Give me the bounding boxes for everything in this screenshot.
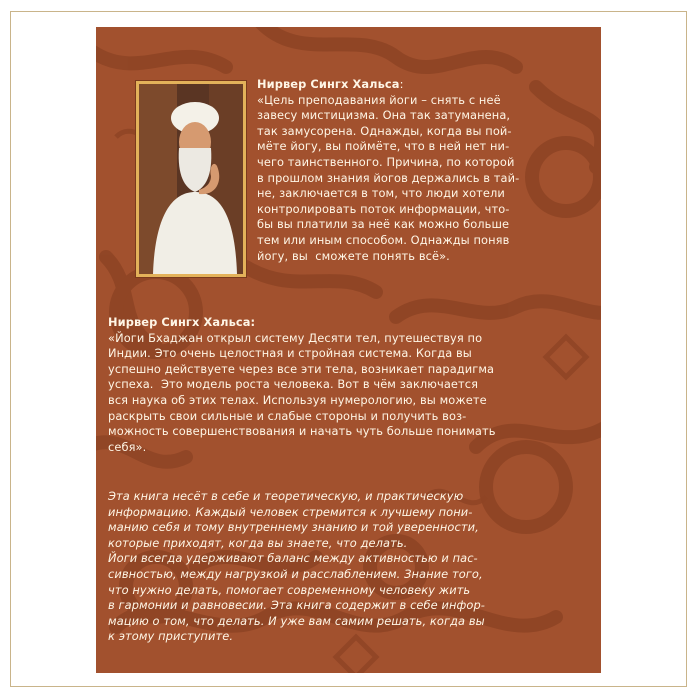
quote-1-author: Нирвер Сингх Хальса — [257, 77, 400, 91]
quote-1-author-suffix: : — [399, 77, 404, 91]
quote-2-line: успеха. Это модель роста человека. Вот в чём заключается — [108, 377, 479, 392]
quote-1-line: бы вы платили за неё как можно больше — [257, 217, 510, 232]
quote-1-line: так замусорена. Однажды, когда вы пой- — [257, 123, 512, 138]
quote-1-line: контролировать поток информации, что- — [257, 201, 510, 216]
quote-2-line: себя». — [108, 439, 147, 454]
quote-1-line: мёте йогу, вы поймёте, что в ней нет ни- — [257, 139, 510, 154]
quote-2-line: вся наука об этих телах. Используя нумерологию, вы можете — [108, 392, 487, 407]
quote-block-1 — [257, 77, 582, 264]
quote-1-line: йогу, вы сможете понять всё». — [257, 248, 450, 263]
quote-1-line: завесу мистицизма. Она так затуманена, — [257, 108, 511, 123]
quote-2-author: Нирвер Сингх Хальса: — [108, 315, 256, 329]
quote-2-line: Индии. Это очень целостная и стройная система. Когда вы — [108, 346, 472, 361]
description-line: в гармонии и равновесии. Эта книга содержит в себе инфор- — [108, 598, 485, 613]
quote-1-line: чего таинственного. Причина, по которой — [257, 154, 515, 169]
description-line: Эта книга несёт в себе и теоретическую, и практическую — [108, 489, 464, 503]
quote-2-line: можность совершенствования и начать чуть больше понимать — [108, 424, 496, 439]
description-line: Йоги всегда удерживают баланс между активностью и пас- — [108, 551, 478, 566]
quote-2-line: успешно действуете через все эти тела, возникает парадигма — [108, 361, 495, 376]
description-line: что нужно делать, помогает современному человеку жить — [108, 582, 471, 597]
quote-2-line: раскрыть свои сильные и слабые стороны и получить воз- — [108, 408, 467, 423]
description-line: к этому приступите. — [108, 629, 234, 644]
description-line: сивностью, между нагрузкой и расслаблением. Знание того, — [108, 566, 483, 581]
book-page — [96, 27, 601, 673]
quote-1-line: «Цель преподавания йоги – снять с неё — [257, 92, 501, 107]
description-line: информацию. Каждый человек стремится к лучшему пони- — [108, 504, 473, 519]
quote-2-line: «Йоги Бхаджан открыл систему Десяти тел, путешествуя по — [108, 330, 483, 345]
description-line: мацию о том, что делать. И уже вам самим решать, когда вы — [108, 613, 485, 628]
description-line: которые приходят, когда вы знаете, что делать. — [108, 535, 408, 550]
quote-1-line: в прошлом знания йогов держались в тай- — [257, 170, 520, 185]
portrait-image — [139, 84, 243, 274]
author-portrait-photo — [136, 81, 246, 277]
book-description-block — [108, 489, 593, 645]
quote-1-line: тем или иным способом. Однажды поняв — [257, 232, 510, 247]
quote-1-author-line — [257, 77, 582, 93]
quote-1-line: не, заключается в том, что люди хотели — [257, 186, 505, 201]
description-line: манию себя и тому внутреннему знанию и той уверенности, — [108, 520, 479, 535]
quote-block-2 — [108, 315, 593, 455]
